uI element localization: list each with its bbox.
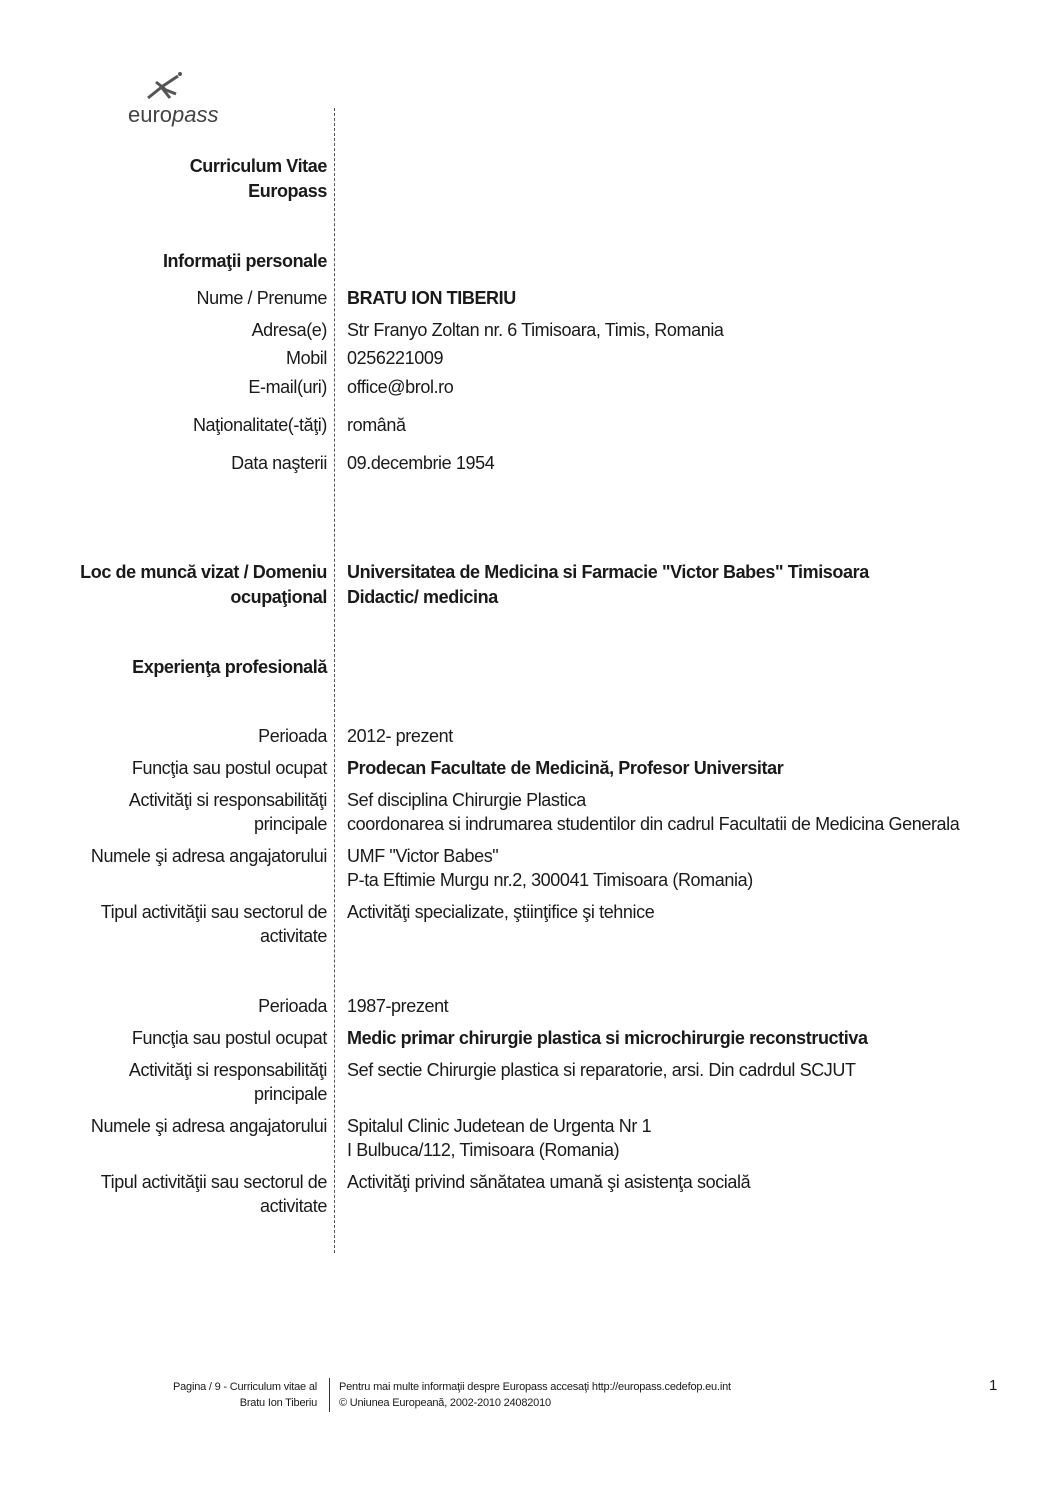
value-employer-address: P-ta Eftimie Murgu nr.2, 300041 Timisoara (Romania) [347,870,753,890]
label-activities-2: principale [253,1084,327,1104]
cv-title: Curriculum Vitae [189,156,327,176]
label-mobile: Mobil [285,348,327,368]
label-period: Perioada [258,726,327,746]
value-target-job: Universitatea de Medicina si Farmacie "Victor Babes" Timisoara [347,562,869,582]
footer-divider [329,1378,330,1412]
label-activities: Activităţi si responsabilităţi [128,1060,327,1080]
value-period: 2012- prezent [347,726,453,746]
value-sector: Activităţi privind sănătatea umană şi asistenţa socială [347,1172,751,1192]
value-activities-2: coordonarea si indrumarea studentilor din cadrul Facultatii de Medicina Generala [347,814,960,834]
label-period: Perioada [258,996,327,1016]
label-position: Funcţia sau postul ocupat [131,1028,327,1048]
label-sector-2: activitate [259,1196,327,1216]
value-email: office@brol.ro [347,377,454,397]
label-name: Nume / Prenume [196,288,327,308]
label-nationality: Naţionalitate(-tăţi) [192,415,327,435]
value-employer: UMF "Victor Babes" [347,846,499,866]
footer-info-link: Pentru mai multe informaţii despre Europass accesaţi http://europass.cedefop.eu.int [339,1381,731,1393]
label-position: Funcţia sau postul ocupat [131,758,327,778]
label-target-job: Loc de muncă vizat / Domeniu [80,562,327,582]
label-email: E-mail(uri) [248,377,327,397]
value-period: 1987-prezent [347,996,449,1016]
value-activities: Sef disciplina Chirurgie Plastica [347,790,586,810]
value-position: Prodecan Facultate de Medicină, Profesor Universitar [347,758,784,778]
column-divider [334,108,335,1253]
value-sector: Activităţi specializate, ştiinţifice şi tehnice [347,902,655,922]
value-target-job-2: Didactic/ medicina [347,587,498,607]
value-activities: Sef sectie Chirurgie plastica si reparatorie, arsi. Din cadrdul SCJUT [347,1060,856,1080]
value-nationality: română [347,415,406,435]
footer-page-info: Pagina / 9 - Curriculum vitae al [173,1381,317,1393]
europass-logo-text: europass [128,102,219,127]
value-position: Medic primar chirurgie plastica si microchirurgie reconstructiva [347,1028,868,1048]
value-employer: Spitalul Clinic Judetean de Urgenta Nr 1 [347,1116,652,1136]
label-sector-2: activitate [259,926,327,946]
label-employer: Numele şi adresa angajatorului [90,1116,327,1136]
label-activities-2: principale [253,814,327,834]
cv-subtitle: Europass [248,181,327,201]
section-heading-experience: Experienţa profesională [132,657,327,677]
label-birthdate: Data naşterii [231,453,327,473]
label-employer: Numele şi adresa angajatorului [90,846,327,866]
label-target-job-2: ocupaţional [230,587,327,607]
footer-copyright: © Uniunea Europeană, 2002-2010 24082010 [339,1397,551,1409]
value-name: BRATU ION TIBERIU [347,288,516,308]
footer-author: Bratu Ion Tiberiu [239,1397,317,1409]
label-sector: Tipul activităţii sau sectorul de [100,1172,327,1192]
label-sector: Tipul activităţii sau sectorul de [100,902,327,922]
page-number: 1 [989,1377,998,1394]
label-address: Adresa(e) [251,320,327,340]
value-mobile: 0256221009 [347,348,444,368]
value-employer-address: I Bulbuca/112, Timisoara (Romania) [347,1140,620,1160]
section-heading-personal: Informaţii personale [162,251,327,271]
value-address: Str Franyo Zoltan nr. 6 Timisoara, Timis, Romania [347,320,724,340]
value-birthdate: 09.decembrie 1954 [347,453,495,473]
europass-logo [118,68,219,127]
label-activities: Activităţi si responsabilităţi [128,790,327,810]
